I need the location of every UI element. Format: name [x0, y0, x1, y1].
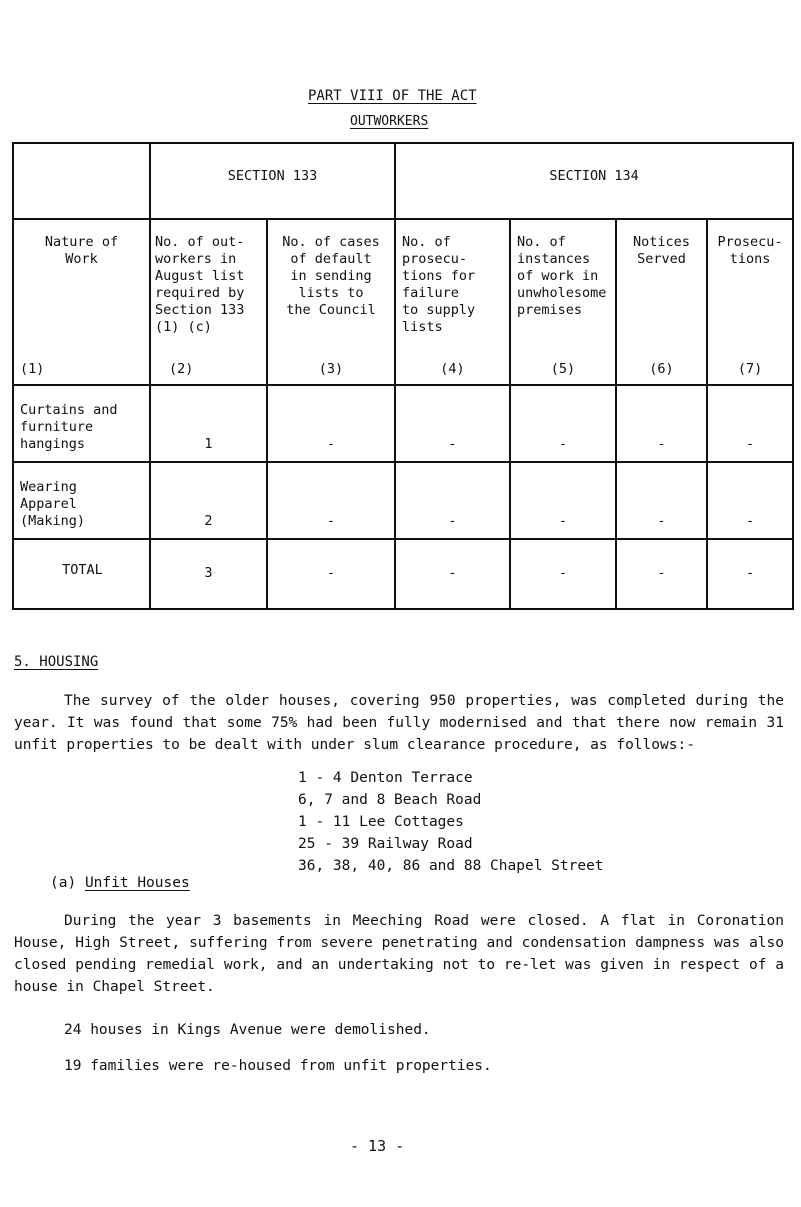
- blank-header-cell: [13, 143, 150, 219]
- list-item: 1 - 4 Denton Terrace: [298, 770, 473, 786]
- survey-paragraph: The survey of the older houses, covering 950 properties, was completed during the year. It was found that some 75% had been fully modernised and that there now remain 31 unfit properties to be dealt with under slum clearance procedure, as follows:-: [14, 693, 784, 753]
- table-cell: -: [707, 385, 793, 462]
- demolished-paragraph: 24 houses in Kings Avenue were demolished.: [64, 1022, 431, 1038]
- table-cell: -: [616, 385, 707, 462]
- table-cell: -: [510, 385, 616, 462]
- column-header-cases-of-default: No. of cases of default in sending lists to the Council (3): [267, 219, 395, 385]
- unfit-title: Unfit Houses: [84, 875, 190, 891]
- column-header-notices-served: Notices Served (6): [616, 219, 707, 385]
- column-header-nature-of-work: Nature of Work (1): [13, 219, 150, 385]
- table-row-wearing-apparel: [13, 462, 793, 539]
- column-header-unwholesome-premises: No. of instances of work in unwholesome premises (5): [510, 219, 616, 385]
- page-number: - 13 -: [350, 1137, 405, 1155]
- table-row-curtains: [13, 385, 793, 462]
- list-item: 25 - 39 Railway Road: [298, 836, 473, 852]
- section-header-row: [13, 143, 793, 219]
- table-cell: -: [616, 539, 707, 609]
- unfit-houses-heading: [50, 875, 190, 891]
- table-cell: -: [395, 462, 510, 539]
- basements-paragraph: During the year 3 basements in Meeching Road were closed. A flat in Coronation House, High Street, suffering from severe penetrating and condensation dampness was also closed pending remedial work, and an undertaking not to re-let was given in respect of a house in Chapel Street.: [14, 913, 784, 995]
- column-header-outworkers-list: No. of out- workers in August list required by Section 133 (1) (c) (2): [150, 219, 267, 385]
- list-item: 6, 7 and 8 Beach Road: [298, 792, 482, 808]
- table-cell: -: [395, 539, 510, 609]
- column-header-prosecutions-lists: No. of prosecu- tions for failure to supply lists (4): [395, 219, 510, 385]
- table-cell: -: [267, 462, 395, 539]
- row-label: Curtains and furniture hangings: [13, 385, 150, 462]
- table-row-total: [13, 539, 793, 609]
- table-cell: -: [395, 385, 510, 462]
- outworkers-table: [12, 142, 794, 610]
- table-cell: 2: [150, 462, 267, 539]
- row-label: Wearing Apparel (Making): [13, 462, 150, 539]
- column-header-prosecutions: Prosecu- tions (7): [707, 219, 793, 385]
- table-cell: -: [267, 385, 395, 462]
- address-list: [298, 767, 604, 877]
- section-133-header: SECTION 133: [150, 143, 395, 219]
- sub-heading: OUTWORKERS: [350, 114, 429, 129]
- table-cell: -: [707, 539, 793, 609]
- table-cell: -: [510, 462, 616, 539]
- unfit-label: (a): [50, 875, 77, 891]
- table-cell: 1: [150, 385, 267, 462]
- table-cell: -: [510, 539, 616, 609]
- rehoused-paragraph: 19 families were re-housed from unfit properties.: [64, 1058, 492, 1074]
- table-cell: 3: [150, 539, 267, 609]
- table-cell: -: [707, 462, 793, 539]
- page-heading: PART VIII OF THE ACT: [308, 88, 477, 104]
- column-header-row: [13, 219, 793, 385]
- table-cell: -: [616, 462, 707, 539]
- housing-heading: 5. HOUSING: [14, 654, 99, 670]
- list-item: 36, 38, 40, 86 and 88 Chapel Street: [298, 858, 604, 874]
- table-cell: -: [267, 539, 395, 609]
- row-label: TOTAL: [13, 539, 150, 609]
- section-134-header: SECTION 134: [395, 143, 793, 219]
- list-item: 1 - 11 Lee Cottages: [298, 814, 464, 830]
